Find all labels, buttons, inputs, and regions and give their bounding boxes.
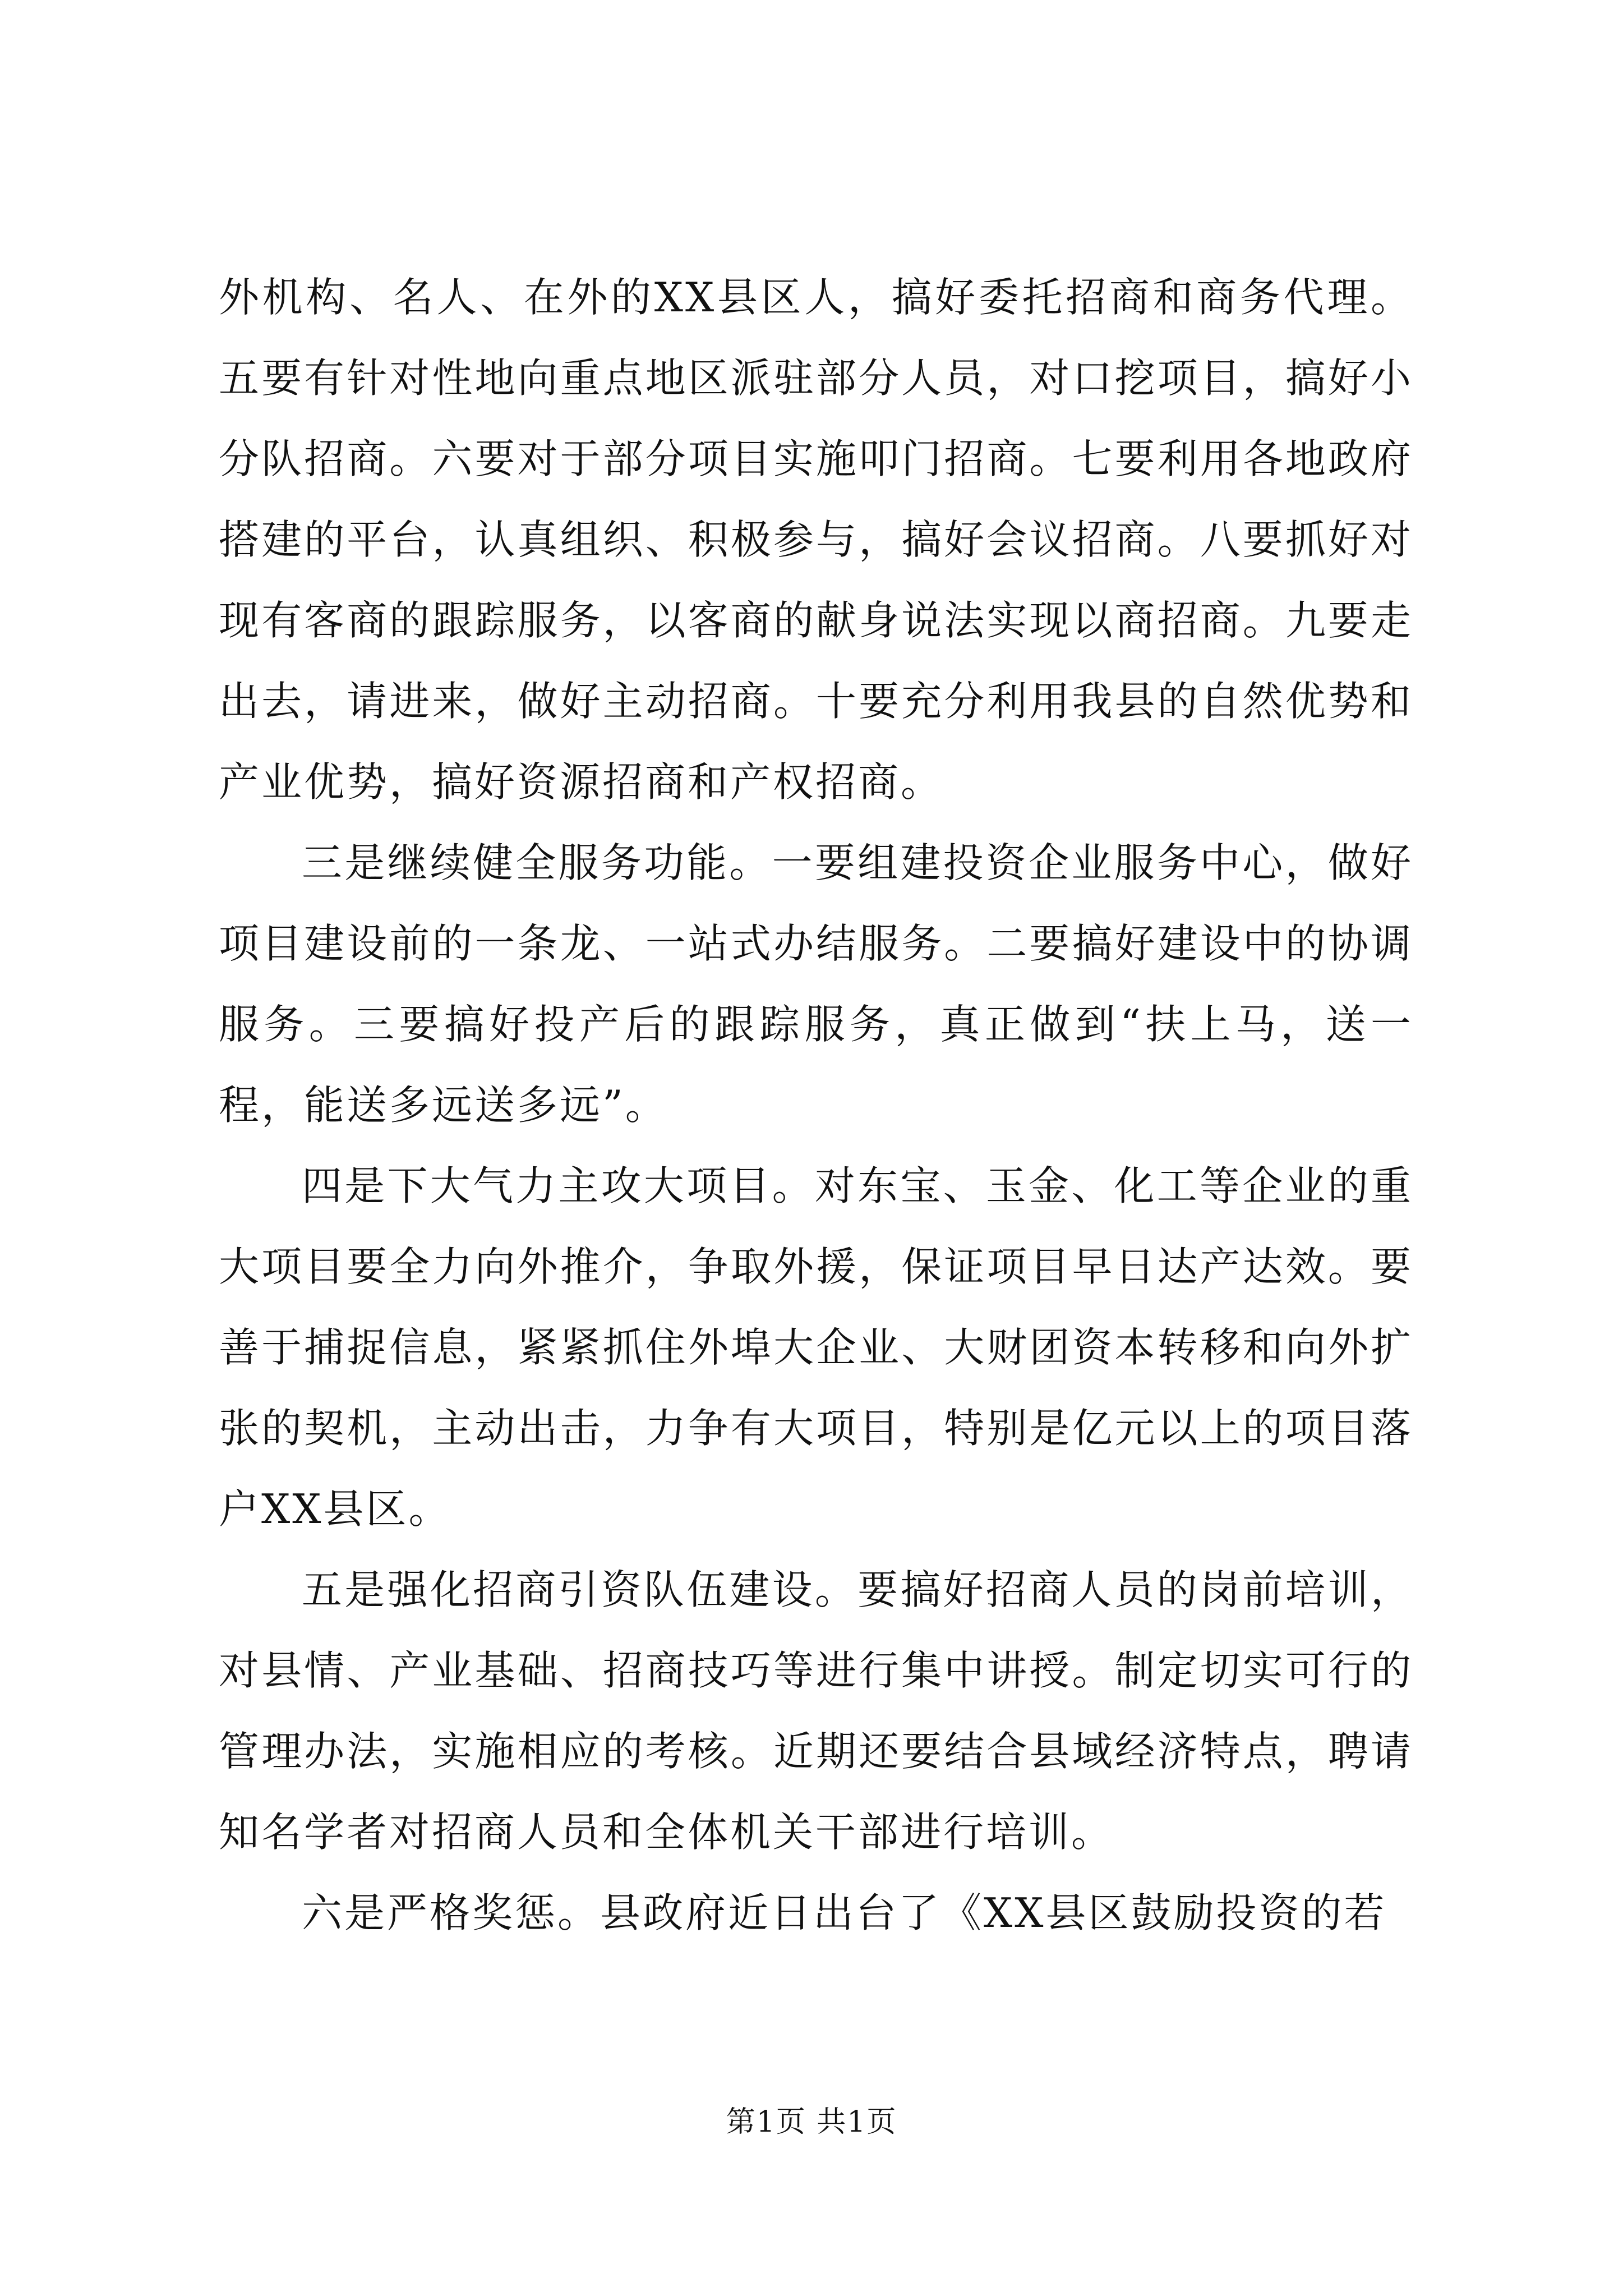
paragraph-rewards-penalties: 六是严格奖惩。县政府近日出台了《XX县区鼓励投资的若 bbox=[302, 1889, 1387, 1936]
document-body bbox=[219, 257, 1413, 1953]
paragraph-service-functions: 三是继续健全服务功能。一要组建投资企业服务中心，做好项目建设前的一条龙、一站式办结服务。二要搞好建设中的协调服务。三要搞好投产后的跟踪服务，真正做到“扶上马，送一程，能送多远送多远”。 bbox=[219, 839, 1413, 1129]
paragraph-team-building: 五是强化招商引资队伍建设。要搞好招商人员的岗前培训，对县情、产业基础、招商技巧等进行集中讲授。制定切实可行的管理办法，实施相应的考核。近期还要结合县域经济特点，聘请知名学者对招商人员和全体机关干部进行培训。 bbox=[219, 1566, 1413, 1856]
paragraph-major-projects: 四是下大气力主攻大项目。对东宝、玉金、化工等企业的重大项目要全力向外推介，争取外援，保证项目早日达产达效。要善于捕捉信息，紧紧抓住外埠大企业、大财团资本转移和向外扩张的契机，主动出击，力争有大项目，特别是亿元以上的项目落户XX县区。 bbox=[219, 1162, 1413, 1533]
paragraph-continuation: 外机构、名人、在外的XX县区人，搞好委托招商和商务代理。五要有针对性地向重点地区派驻部分人员，对口挖项目，搞好小分队招商。六要对于部分项目实施叩门招商。七要利用各地政府搭建的平台，认真组织、积极参与，搞好会议招商。八要抓好对现有客商的跟踪服务，以客商的献身说法实现以商招商。九要走出去，请进来，做好主动招商。十要充分利用我县的自然优势和产业优势，搞好资源招商和产权招商。 bbox=[219, 274, 1413, 806]
page-footer: 第1页 共1页 bbox=[726, 2105, 897, 2139]
